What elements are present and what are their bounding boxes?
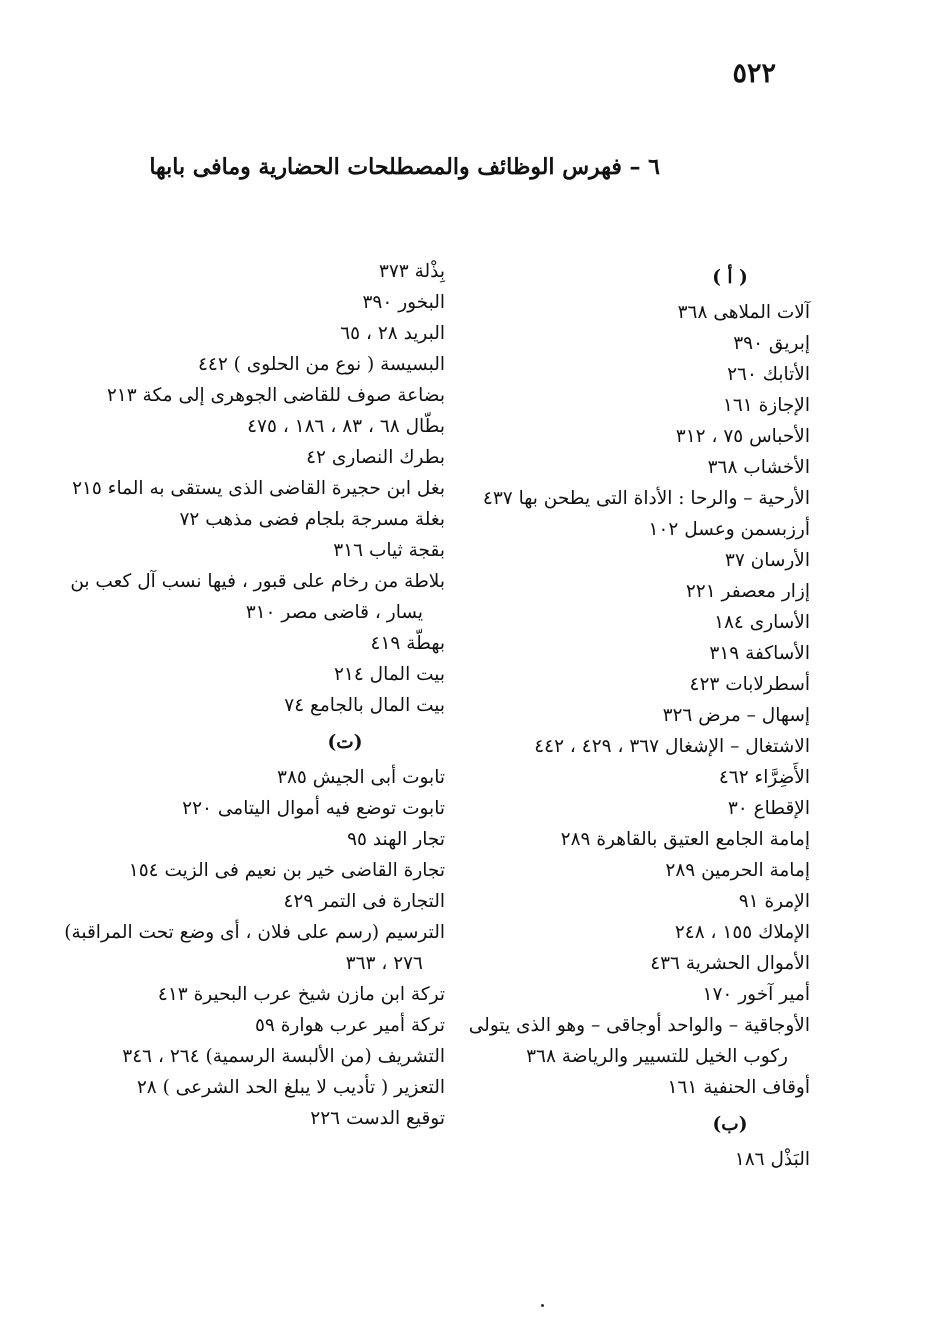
index-entry-continuation: ٢٧٦ ، ٣٦٣ — [345, 953, 423, 974]
index-entry: تابوت أبى الجيش ٣٨٥ — [277, 767, 445, 788]
index-entry: الأرحية – والرحا : الأداة التى يطحن بها ٤٣٧ — [482, 488, 810, 509]
section-letter-heading: ( أ ) — [712, 267, 748, 288]
index-entry: الأسارى ١٨٤ — [714, 612, 810, 633]
page-number: ٥٢٢ — [732, 58, 776, 89]
index-entry: البَذْل ١٨٦ — [734, 1149, 810, 1170]
index-entry: بضاعة صوف للقاضى الجوهرى إلى مكة ٢١٣ — [106, 385, 445, 406]
index-entry: الإمرة ٩١ — [738, 891, 810, 912]
index-entry: بلاطة من رخام على قبور ، فيها نسب آل كعب بن — [70, 571, 445, 592]
index-entry: الاشتغال – الإشغال ٣٦٧ ، ٤٢٩ ، ٤٤٢ — [534, 736, 810, 757]
index-entry: تجار الهند ٩٥ — [347, 829, 445, 850]
index-entry: إسهال – مرض ٣٢٦ — [662, 705, 810, 726]
index-entry: التشريف (من الألبسة الرسمية) ٢٦٤ ، ٣٤٦ — [122, 1046, 445, 1067]
index-entry: إبريق ٣٩٠ — [733, 333, 810, 354]
index-entry: الأحباس ٧٥ ، ٣١٢ — [675, 426, 810, 447]
index-entry: تابوت توضع فيه أموال اليتامى ٢٢٠ — [182, 798, 445, 819]
index-entry: أوقاف الحنفية ١٦١ — [667, 1077, 810, 1098]
index-entry: الإجازة ١٦١ — [722, 395, 810, 416]
index-entry: بطرك النصارى ٤٢ — [306, 447, 445, 468]
section-letter-heading: (ت) — [327, 732, 363, 753]
index-entry: البريد ٢٨ ، ٦٥ — [340, 323, 445, 344]
index-entry: تركة ابن مازن شيخ عرب البحيرة ٤١٣ — [157, 984, 445, 1005]
index-entry: تجارة القاضى خير بن نعيم فى الزيت ١٥٤ — [128, 860, 445, 881]
index-entry: البسيسة ( نوع من الحلوى ) ٤٤٢ — [197, 354, 445, 375]
index-entry: بغل ابن حجيرة القاضى الذى يستقى به الماء ٢١٥ — [72, 478, 445, 499]
index-entry: أسطرلابات ٤٢٣ — [689, 674, 810, 695]
index-entry: البخور ٣٩٠ — [362, 292, 445, 313]
index-column-left — [64, 256, 445, 1134]
index-entry: أرزبسمن وعسل ١٠٢ — [648, 519, 810, 540]
index-entry: الأخشاب ٣٦٨ — [707, 457, 810, 478]
index-entry: التعزير ( تأديب لا يبلغ الحد الشرعى ) ٢٨ — [136, 1077, 445, 1098]
index-entry: بيت المال ٢١٤ — [333, 664, 445, 685]
index-entry-continuation: يسار ، قاضى مصر ٣١٠ — [245, 602, 423, 623]
index-entry: بطّال ٦٨ ، ٨٣ ، ١٨٦ ، ٤٧٥ — [247, 416, 445, 437]
page-speck — [541, 1304, 544, 1307]
index-entry: بيت المال بالجامع ٧٤ — [284, 695, 445, 716]
index-entry: توقيع الدست ٢٢٦ — [310, 1108, 445, 1129]
index-entry: الإقطاع ٣٠ — [727, 798, 810, 819]
index-entry: الأَضِرَّاء ٤٦٢ — [718, 767, 810, 788]
index-entry: إمامة الحرمين ٢٨٩ — [665, 860, 810, 881]
index-entry: الأوجاقية – والواحد أوجاقى – وهو الذى يتولى — [468, 1015, 810, 1036]
index-entry: إمامة الجامع العتيق بالقاهرة ٢٨٩ — [560, 829, 810, 850]
index-entry: بقجة ثياب ٣١٦ — [333, 540, 445, 561]
index-column-right — [470, 256, 810, 1175]
index-entry: بهطّة ٤١٩ — [370, 633, 445, 654]
index-entry: الأموال الحشرية ٤٣٦ — [650, 953, 810, 974]
index-entry: إزار معصفر ٢٢١ — [685, 581, 810, 602]
index-entry: بِذْلة ٣٧٣ — [378, 261, 445, 282]
index-entry: الأرسان ٣٧ — [724, 550, 810, 571]
index-entry: الترسيم (رسم على فلان ، أى وضع تحت المراقبة) — [64, 922, 445, 943]
section-letter-heading: (ب) — [712, 1114, 748, 1135]
index-entry: الأتابك ٢٦٠ — [727, 364, 810, 385]
index-entry: آلات الملاهى ٣٦٨ — [677, 302, 810, 323]
index-entry: الإملاك ١٥٥ ، ٢٤٨ — [674, 922, 810, 943]
page-title: ٦ – فهرس الوظائف والمصطلحات الحضارية ومافى بابها — [149, 154, 660, 180]
index-entry-continuation: ركوب الخيل للتسيير والرياضة ٣٦٨ — [526, 1046, 788, 1067]
index-entry: الأساكفة ٣١٩ — [709, 643, 810, 664]
index-entry: بغلة مسرجة بلجام فضى مذهب ٧٢ — [179, 509, 445, 530]
index-entry: التجارة فى التمر ٤٢٩ — [283, 891, 445, 912]
index-entry: تركة أمير عرب هوارة ٥٩ — [254, 1015, 445, 1036]
index-entry: أمير آخور ١٧٠ — [702, 984, 810, 1005]
